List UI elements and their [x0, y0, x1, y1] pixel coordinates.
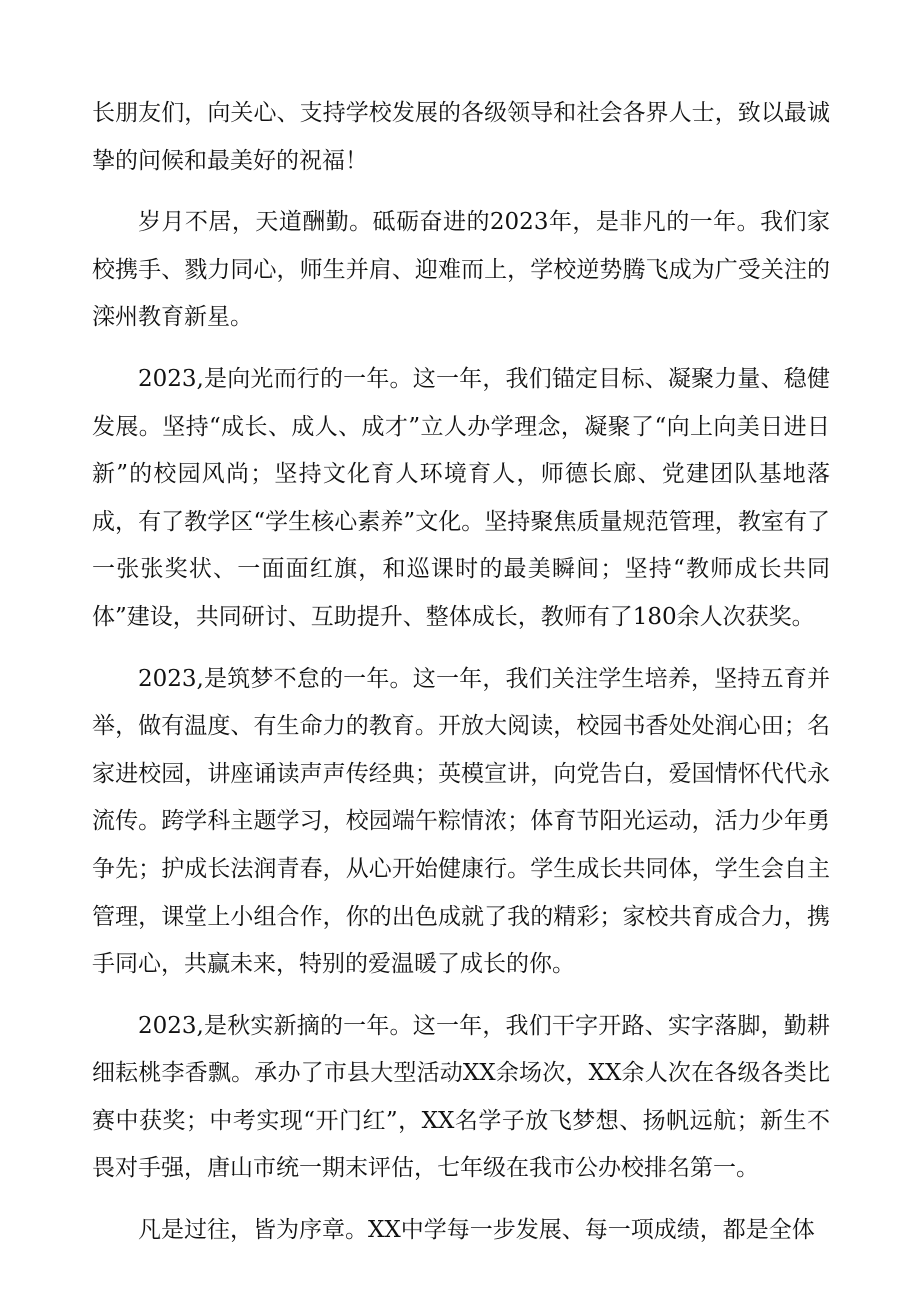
paragraph-greeting: 长朋友们，向关心、支持学校发展的各级领导和社会各界人士，致以最诚挚的问候和最美好的祝福！ — [92, 100, 830, 174]
paragraph-achievements: 2023,是秋实新摘的一年。这一年，我们干字开路、实字落脚，勤耕细耘桃李香飘。承办了市县大型活动XX余场次，XX余人次在各级各类比赛中获奖；中考实现“开门红”，XX名学子放飞梦想、扬帆远航；新生不畏对手强，唐山市统一期末评估，七年级在我市公办校排名第一。 — [92, 1012, 830, 1182]
paragraph-gap — [92, 185, 830, 199]
paragraph-development: 2023,是向光而行的一年。这一年，我们锚定目标、凝聚力量、稳健发展。坚持“成长、成人、成才”立人办学理念，凝聚了“向上向美日进日新”的校园风尚；坚持文化育人环境育人，师德长廊、党建团队基地落成，有了教学区“学生核心素养”文化。坚持聚焦质量规范管理，教室有了一张张奖状、一面面红旗，和巡课时的最美瞬间；坚持“教师成长共同体”建设，共同研讨、互助提升、整体成长，教师有了180余人次获奖。 — [92, 365, 830, 630]
paragraph-students: 2023,是筑梦不怠的一年。这一年，我们关注学生培养，坚持五育并举，做有温度、有生命力的教育。开放大阅读，校园书香处处润心田；名家进校园，讲座诵读声声传经典；英模宣讲，向党告白，爱国情怀代代永流传。跨学科主题学习，校园端午粽情浓；体育节阳光运动，活力少年勇争先；护成长法润青春，从心开始健康行。学生成长共同体，学生会自主管理，课堂上小组合作，你的出色成就了我的精彩；家校共育成合力，携手同心，共赢未来，特别的爱温暖了成长的你。 — [92, 665, 830, 978]
document-body — [92, 90, 830, 1255]
paragraph-closing: 凡是过往，皆为序章。XX中学每一步发展、每一项成绩，都是全体 — [138, 1217, 815, 1244]
paragraph-gap — [92, 1193, 830, 1207]
paragraph-gap — [92, 642, 830, 656]
paragraph-gap — [92, 342, 830, 356]
paragraph-intro: 岁月不居，天道酬勤。砥砺奋进的2023年，是非凡的一年。我们家校携手、戮力同心，师生并肩、迎难而上，学校逆势腾飞成为广受关注的滦州教育新星。 — [92, 209, 830, 331]
paragraph-gap — [92, 989, 830, 1003]
